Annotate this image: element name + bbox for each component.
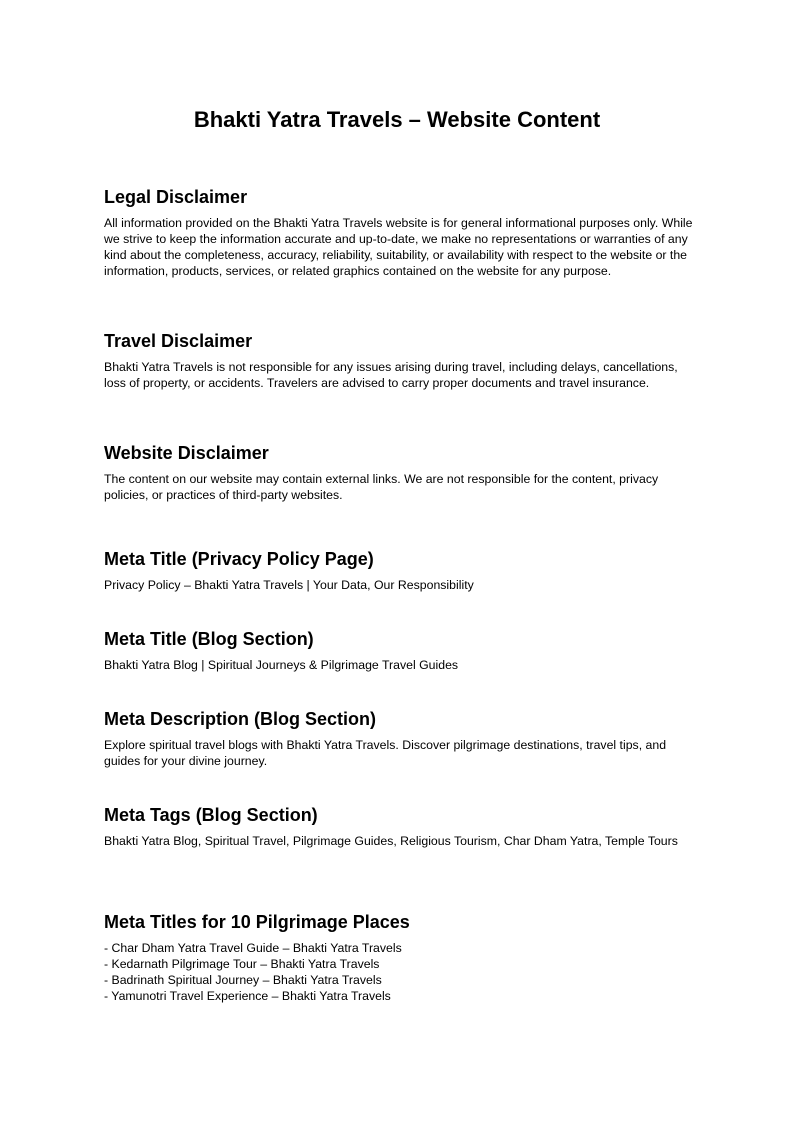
section-meta-title-blog <box>104 627 696 673</box>
section-body: The content on our website may contain external links. We are not responsible for the content, privacy policies, or practices of third-party websites. <box>104 472 659 502</box>
section-heading: Meta Title (Privacy Policy Page) <box>104 549 374 569</box>
section-heading: Meta Description (Blog Section) <box>104 709 377 729</box>
section-heading: Travel Disclaimer <box>104 331 253 351</box>
list-item: - Badrinath Spiritual Journey – Bhakti Yatra Travels <box>104 973 382 987</box>
section-website-disclaimer <box>104 441 696 503</box>
section-body: Explore spiritual travel blogs with Bhakti Yatra Travels. Discover pilgrimage destinations, travel tips, and guides for your divine journey. <box>104 738 667 768</box>
section-heading: Meta Tags (Blog Section) <box>104 805 318 825</box>
section-body: Bhakti Yatra Blog, Spiritual Travel, Pilgrimage Guides, Religious Tourism, Char Dham Yatra, Temple Tours <box>104 834 678 848</box>
section-meta-description-blog <box>104 707 696 769</box>
section-heading: Meta Title (Blog Section) <box>104 629 314 649</box>
section-meta-titles-pilgrimage <box>104 910 696 1004</box>
section-body: Bhakti Yatra Travels is not responsible for any issues arising during travel, including delays, cancellations, loss of property, or accidents. Travelers are advised to carry proper documents and travel insurance. <box>104 360 678 390</box>
section-travel-disclaimer <box>104 329 696 391</box>
section-meta-tags-blog <box>104 803 696 849</box>
list-item: - Kedarnath Pilgrimage Tour – Bhakti Yatra Travels <box>104 957 380 971</box>
section-legal-disclaimer <box>104 185 696 279</box>
section-heading: Legal Disclaimer <box>104 187 248 207</box>
list-item: - Char Dham Yatra Travel Guide – Bhakti Yatra Travels <box>104 941 402 955</box>
section-heading: Website Disclaimer <box>104 443 269 463</box>
document-title: Bhakti Yatra Travels – Website Content <box>193 107 601 132</box>
section-body: Bhakti Yatra Blog | Spiritual Journeys & Pilgrimage Travel Guides <box>104 658 459 672</box>
section-body: Privacy Policy – Bhakti Yatra Travels | Your Data, Our Responsibility <box>104 578 474 592</box>
meta-titles-list <box>104 940 696 1004</box>
list-item: - Yamunotri Travel Experience – Bhakti Yatra Travels <box>104 989 391 1003</box>
section-heading: Meta Titles for 10 Pilgrimage Places <box>104 912 410 932</box>
section-body: All information provided on the Bhakti Yatra Travels website is for general informational purposes only. While we strive to keep the information accurate and up-to-date, we make no representations or warranties of any kind about the completeness, accuracy, reliability, suitability, or availability with respect to the website or the information, products, services, or related graphics contained on the website for any purpose. <box>104 216 693 278</box>
section-meta-title-privacy <box>104 547 696 593</box>
